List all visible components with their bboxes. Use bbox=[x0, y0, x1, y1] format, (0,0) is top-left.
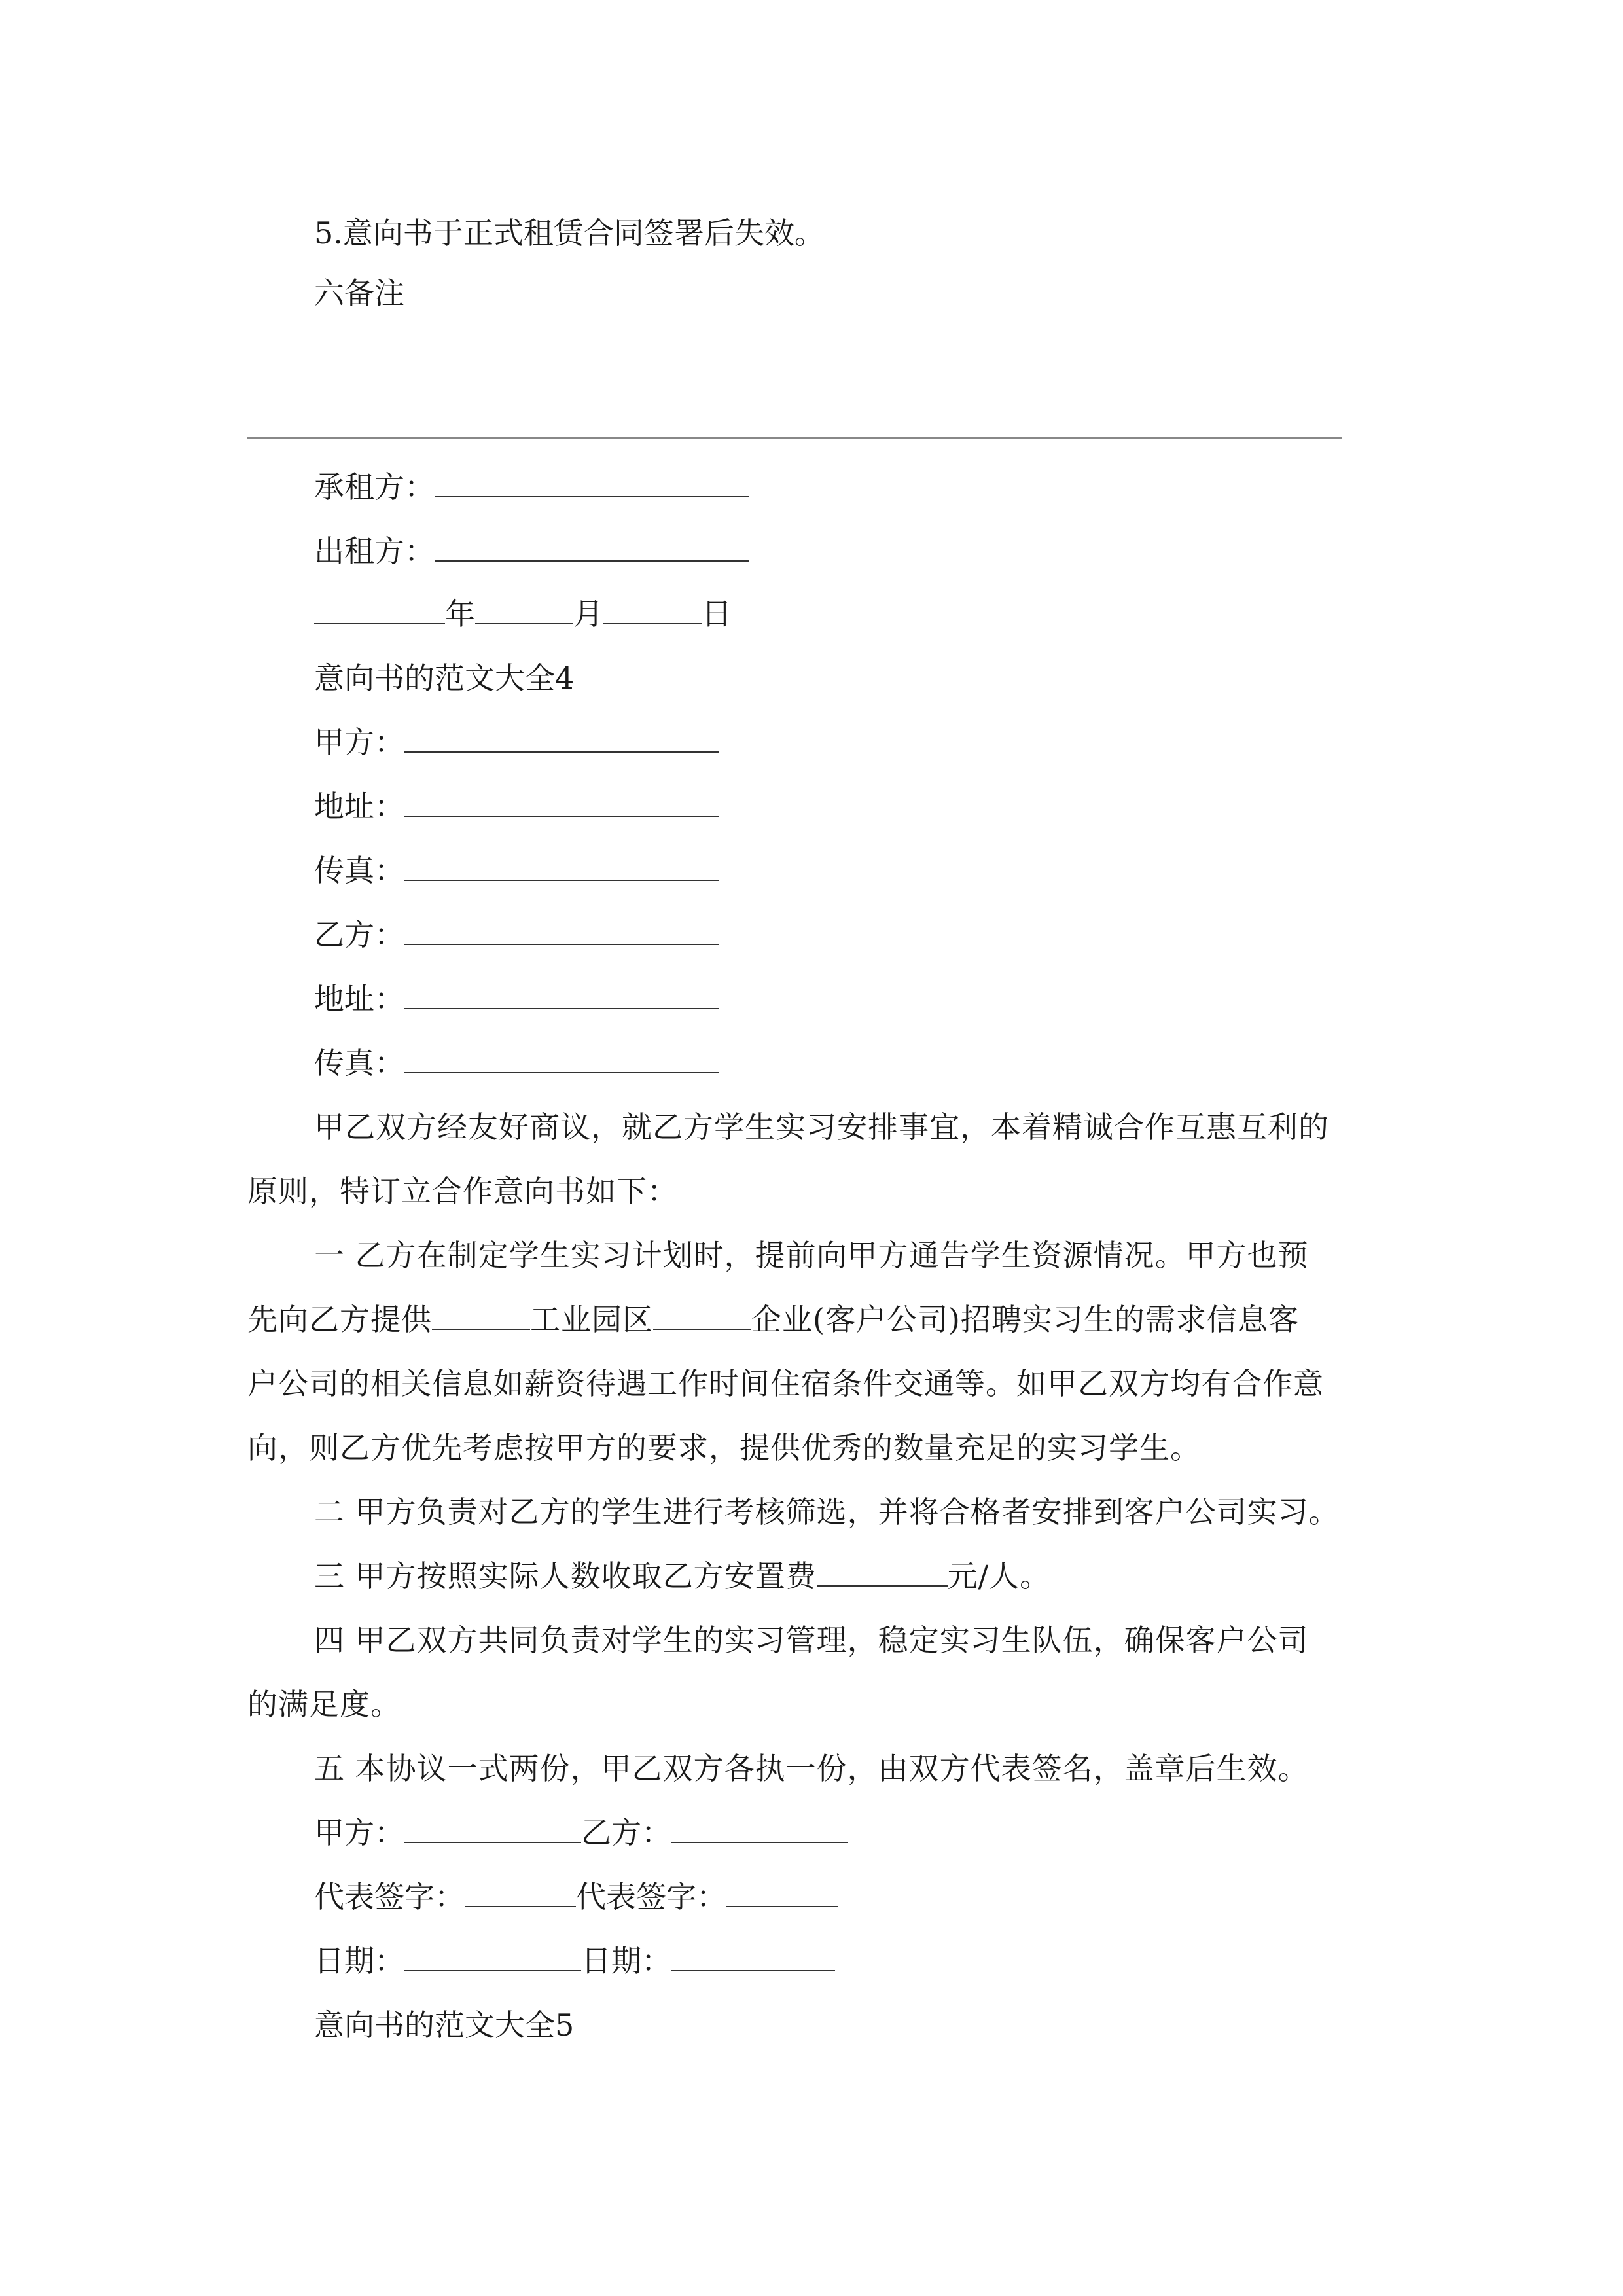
party-b-fax-blank bbox=[404, 1046, 719, 1073]
year-label: 年 bbox=[445, 596, 475, 632]
rep-a-label: 代表签字： bbox=[314, 1879, 465, 1914]
date-line bbox=[314, 594, 732, 634]
clause-1-line-1: 一 乙方在制定学生实习计划时，提前向甲方通告学生资源情况。甲方也预 bbox=[314, 1238, 1309, 1273]
landlord-blank bbox=[435, 534, 749, 562]
date-b-label: 日期： bbox=[581, 1943, 671, 1979]
party-a-fax-blank bbox=[404, 853, 719, 881]
date-b-blank bbox=[671, 1944, 835, 1971]
clause-3-text-b: 元/人。 bbox=[947, 1558, 1051, 1594]
party-b-label: 乙方： bbox=[314, 917, 404, 952]
tenant-label: 承租方： bbox=[314, 469, 435, 505]
party-b-address-blank bbox=[404, 982, 719, 1009]
month-label: 月 bbox=[573, 596, 603, 632]
clause-3-text-a: 三 甲方按照实际人数收取乙方安置费 bbox=[314, 1558, 817, 1594]
sig-party-a-label: 甲方： bbox=[314, 1815, 404, 1850]
tenant-signature-line bbox=[314, 467, 749, 507]
sig-party-b-blank bbox=[671, 1816, 848, 1843]
signing-date-line bbox=[314, 1941, 835, 1981]
party-b-blank bbox=[404, 918, 719, 945]
party-b-fax-line bbox=[314, 1043, 719, 1083]
clause-1-line-3: 户公司的相关信息如薪资待遇工作时间住宿条件交通等。如甲乙双方均有合作意 bbox=[247, 1366, 1324, 1401]
rep-a-blank bbox=[465, 1880, 576, 1907]
party-a-address-line bbox=[314, 787, 719, 826]
clause-5: 五 本协议一式两份，甲乙双方各执一份，由双方代表签名，盖章后生效。 bbox=[314, 1751, 1309, 1786]
clause-4-line-1: 四 甲乙双方共同负责对学生的实习管理，稳定实习生队伍，确保客户公司 bbox=[314, 1623, 1309, 1658]
heading-sample-4: 意向书的范文大全4 bbox=[314, 660, 575, 696]
party-a-blank bbox=[404, 725, 719, 753]
party-a-line bbox=[314, 723, 719, 762]
signature-party-line bbox=[314, 1813, 848, 1852]
clause-1-text-b: 工业园区 bbox=[530, 1302, 653, 1337]
park-blank bbox=[432, 1302, 530, 1330]
day-label: 日 bbox=[702, 596, 732, 632]
date-a-blank bbox=[404, 1944, 581, 1971]
party-a-fax-label: 传真： bbox=[314, 853, 404, 888]
paragraph-intro-1: 甲乙双方经友好商议，就乙方学生实习安排事宜，本着精诚合作互惠互利的 bbox=[314, 1109, 1329, 1145]
clause-3 bbox=[314, 1556, 1050, 1596]
party-a-label: 甲方： bbox=[314, 725, 404, 760]
clause-1-line-2 bbox=[247, 1300, 1394, 1339]
rep-b-blank bbox=[726, 1880, 838, 1907]
clause-1-text-a: 先向乙方提供 bbox=[247, 1302, 432, 1337]
day-blank bbox=[603, 597, 702, 624]
landlord-signature-line bbox=[314, 531, 749, 571]
remarks-divider bbox=[247, 437, 1342, 439]
party-b-address-label: 地址： bbox=[314, 981, 404, 1016]
clause-1-text-c: 企业(客户公司)招聘实习生的需求信息客 bbox=[751, 1302, 1299, 1337]
party-b-address-line bbox=[314, 979, 719, 1018]
date-a-label: 日期： bbox=[314, 1943, 404, 1979]
tenant-blank bbox=[435, 470, 749, 497]
clause-4-line-2: 的满足度。 bbox=[247, 1687, 401, 1722]
party-a-fax-line bbox=[314, 851, 719, 890]
clause-2: 二 甲方负责对乙方的学生进行考核筛选，并将合格者安排到客户公司实习。 bbox=[314, 1494, 1340, 1530]
party-b-fax-label: 传真： bbox=[314, 1045, 404, 1081]
heading-sample-5: 意向书的范文大全5 bbox=[314, 2007, 575, 2043]
sig-party-a-blank bbox=[404, 1816, 581, 1843]
paragraph-intro-2: 原则，特订立合作意向书如下： bbox=[247, 1174, 678, 1209]
section-remarks-heading: 六备注 bbox=[314, 276, 404, 311]
clause-1-line-4: 向，则乙方优先考虑按甲方的要求，提供优秀的数量充足的实习学生。 bbox=[247, 1430, 1201, 1465]
sig-party-b-label: 乙方： bbox=[581, 1815, 671, 1850]
landlord-label: 出租方： bbox=[314, 533, 435, 569]
representative-line bbox=[314, 1877, 838, 1916]
enterprise-blank bbox=[653, 1302, 751, 1330]
party-a-address-label: 地址： bbox=[314, 789, 404, 824]
party-b-line bbox=[314, 915, 719, 954]
year-blank bbox=[314, 597, 445, 624]
clause-5-expiry: 5.意向书于正式租赁合同签署后失效。 bbox=[314, 215, 825, 251]
month-blank bbox=[475, 597, 573, 624]
party-a-address-blank bbox=[404, 789, 719, 817]
rep-b-label: 代表签字： bbox=[576, 1879, 726, 1914]
fee-blank bbox=[817, 1559, 948, 1587]
